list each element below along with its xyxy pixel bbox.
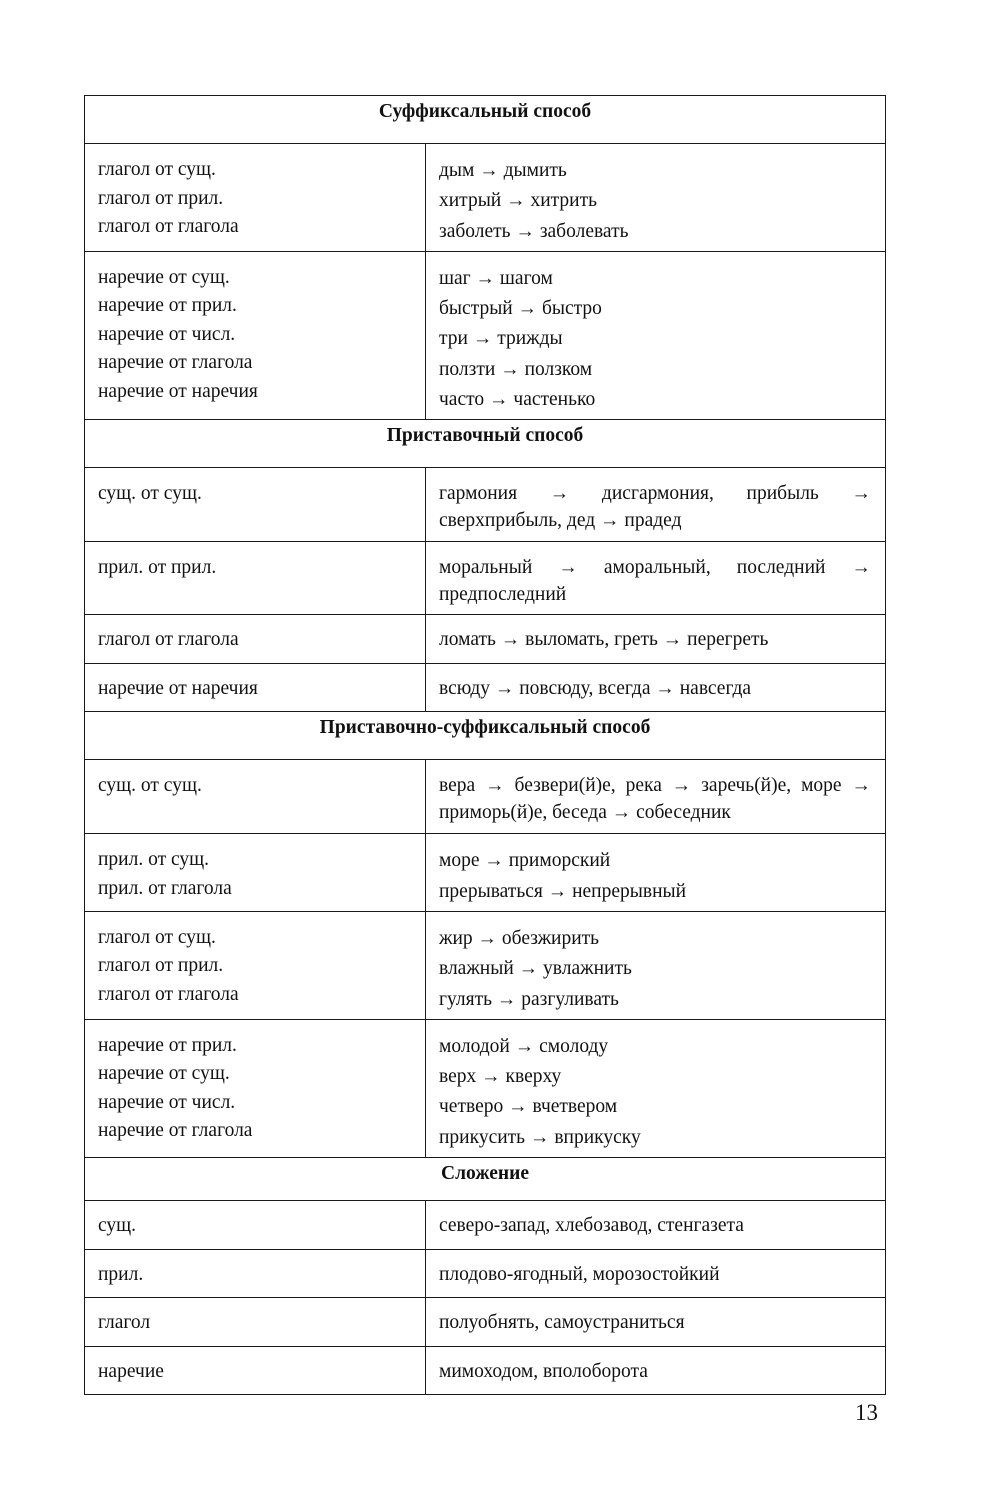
examples-cell: моральный → аморальный, последний → предпоследний: [426, 542, 886, 615]
table-row: [85, 144, 886, 252]
examples-cell: молодой → смолоду верх → кверху четверо → вчетвером прикусить → вприкуску: [426, 1019, 886, 1157]
derivation-type-cell: наречие от прил. наречие от сущ. наречие от числ. наречие от глагола: [85, 1019, 426, 1157]
table-row: [85, 834, 886, 912]
derivation-type-cell: сущ. от сущ.: [85, 468, 426, 542]
examples-cell: шаг → шагом быстрый → быстро три → трижды ползти → ползком часто → частенько: [426, 251, 886, 419]
examples-cell: северо-запад, хлебозавод, стенгазета: [426, 1201, 886, 1250]
examples-cell: вера → безвери(й)е, река → заречь(й)е, море → приморь(й)е, беседа → собеседник: [426, 760, 886, 834]
derivation-type-cell: сущ.: [85, 1201, 426, 1250]
table-row: [85, 1019, 886, 1157]
section-header-row: [85, 96, 886, 144]
examples-cell: полуобнять, самоустраниться: [426, 1298, 886, 1347]
examples-cell: всюду → повсюду, всегда → навсегда: [426, 663, 886, 712]
examples-cell: дым → дымить хитрый → хитрить заболеть → заболевать: [426, 144, 886, 252]
derivation-type-cell: глагол от сущ. глагол от прил. глагол от глагола: [85, 911, 426, 1019]
table-row: [85, 542, 886, 615]
section-header-row: [85, 712, 886, 760]
derivation-type-cell: прил. от прил.: [85, 542, 426, 615]
examples-cell: море → приморский прерываться → непрерывный: [426, 834, 886, 912]
derivation-type-cell: наречие от сущ. наречие от прил. наречие от числ. наречие от глагола наречие от наречия: [85, 251, 426, 419]
section-header-row: [85, 420, 886, 468]
table-row: [85, 1249, 886, 1298]
table-row: [85, 1346, 886, 1395]
table-row: [85, 251, 886, 419]
section-title-suffixal: Суффиксальный способ: [85, 96, 886, 144]
section-header-row: [85, 1158, 886, 1201]
section-title-compounding: Сложение: [85, 1158, 886, 1201]
word-formation-table: [84, 95, 886, 1395]
examples-cell: ломать → выломать, греть → перегреть: [426, 615, 886, 664]
derivation-type-cell: глагол от сущ. глагол от прил. глагол от глагола: [85, 144, 426, 252]
derivation-type-cell: глагол: [85, 1298, 426, 1347]
section-title-prefixal: Приставочный способ: [85, 420, 886, 468]
examples-cell: гармония → дисгармония, прибыль → сверхприбыль, дед → прадед: [426, 468, 886, 542]
table-row: [85, 1298, 886, 1347]
examples-cell: жир → обезжирить влажный → увлажнить гулять → разгуливать: [426, 911, 886, 1019]
table-row: [85, 760, 886, 834]
derivation-type-cell: наречие от наречия: [85, 663, 426, 712]
derivation-type-cell: сущ. от сущ.: [85, 760, 426, 834]
derivation-type-cell: прил.: [85, 1249, 426, 1298]
table-row: [85, 1201, 886, 1250]
table-row: [85, 663, 886, 712]
table-row: [85, 911, 886, 1019]
derivation-type-cell: прил. от сущ. прил. от глагола: [85, 834, 426, 912]
table-row: [85, 468, 886, 542]
examples-cell: мимоходом, вполоборота: [426, 1346, 886, 1395]
page-number: 13: [855, 1400, 878, 1425]
derivation-type-cell: глагол от глагола: [85, 615, 426, 664]
table-row: [85, 615, 886, 664]
examples-cell: плодово-ягодный, морозостойкий: [426, 1249, 886, 1298]
derivation-type-cell: наречие: [85, 1346, 426, 1395]
section-title-prefixal-suffixal: Приставочно-суффиксальный способ: [85, 712, 886, 760]
